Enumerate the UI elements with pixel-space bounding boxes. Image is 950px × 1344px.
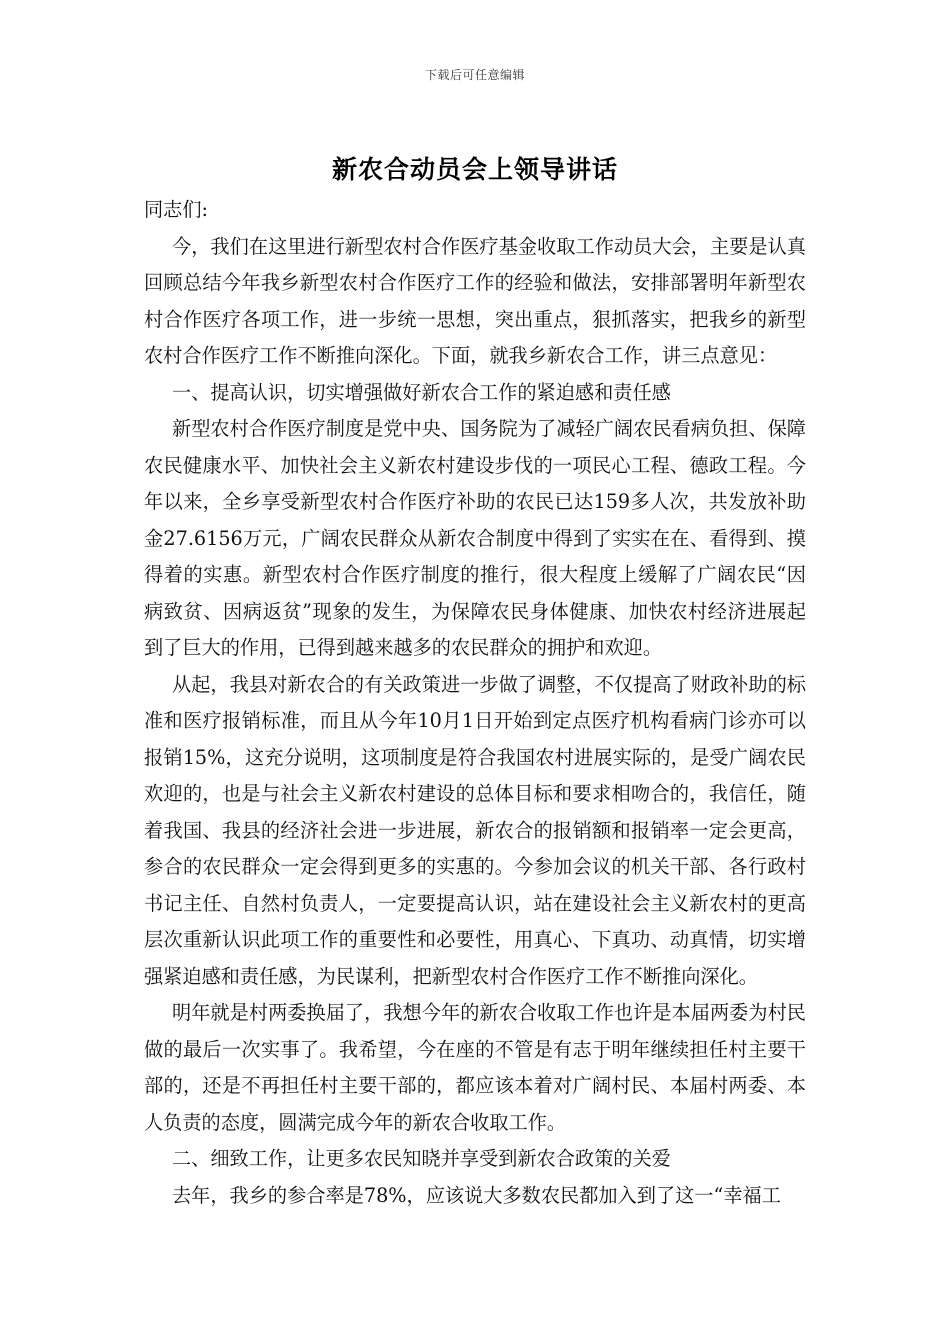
greeting: 同志们: <box>144 198 209 221</box>
paragraph-election-year: 明年就是村两委换届了，我想今年的新农合收取工作也许是本届两委为村民做的最后一次实事了。我希望，今在座的不管是有志于明年继续担任村主要干部的，还是不再担任村主要干部的，都应该本着对广阔村民、本届村两委、本人负责的态度，圆满完成今年的新农合收取工作。 <box>144 1001 806 1134</box>
section-heading-1: 一、提高认识，切实增强做好新农合工作的紧迫感和责任感 <box>172 380 671 404</box>
document-body <box>144 192 806 1214</box>
section-heading-2: 二、细致工作，让更多农民知晓并享受到新农合政策的关爱 <box>172 1147 671 1170</box>
paragraph-policy-benefits: 新型农村合作医疗制度是党中央、国务院为了减轻广阔农民看病负担、保障农民健康水平、加快社会主义新农村建设步伐的一项民心工程、德政工程。今年以来，全乡享受新型农村合作医疗补助的农民已达159多人次，共发放补助金27.6156万元，广阔农民群众从新农合制度中得到了实实在在、看得到、摸得着的实惠。新型农村合作医疗制度的推行，很大程度上缓解了广阔农民“因病致贫、因病返贫”现象的发生，为保障农民身体健康、加快农村经济进展起到了巨大的作用，已得到越来越多的农民群众的拥护和欢迎。 <box>144 417 806 659</box>
paragraph-intro: 今，我们在这里进行新型农村合作医疗基金收取工作动员大会，主要是认真回顾总结今年我乡新型农村合作医疗工作的经验和做法，安排部署明年新型农村合作医疗各项工作，进一步统一思想，突出重点，狠抓落实，把我乡的新型农村合作医疗工作不断推向深化。下面，就我乡新农合工作，讲三点意见： <box>144 234 806 367</box>
paragraph-participation-rate: 去年，我乡的参合率是78%，应该说大多数农民都加入到了这一“幸福工 <box>172 1183 781 1207</box>
document-title: 新农合动员会上领导讲话 <box>331 155 618 184</box>
paragraph-policy-adjustment: 从起，我县对新农合的有关政策进一步做了调整，不仅提高了财政补助的标准和医疗报销标准，而且从今年10月1日开始到定点医疗机构看病门诊亦可以报销15%，这充分说明，这项制度是符合我国农村进展实际的，是受广阔农民欢迎的，也是与社会主义新农村建设的总体目标和要求相吻合的，我信任，随着我国、我县的经济社会进一步进展，新农合的报销额和报销率一定会更高，参合的农民群众一定会得到更多的实惠的。今参加会议的机关干部、各行政村书记主任、自然村负责人，一定要提高认识，站在建设社会主义新农村的更高层次重新认识此项工作的重要性和必要性，用真心、下真功、动真情，切实增强紧迫感和责任感，为民谋利，把新型农村合作医疗工作不断推向深化。 <box>144 672 806 988</box>
header-note: 下载后可任意编辑 <box>424 68 525 82</box>
